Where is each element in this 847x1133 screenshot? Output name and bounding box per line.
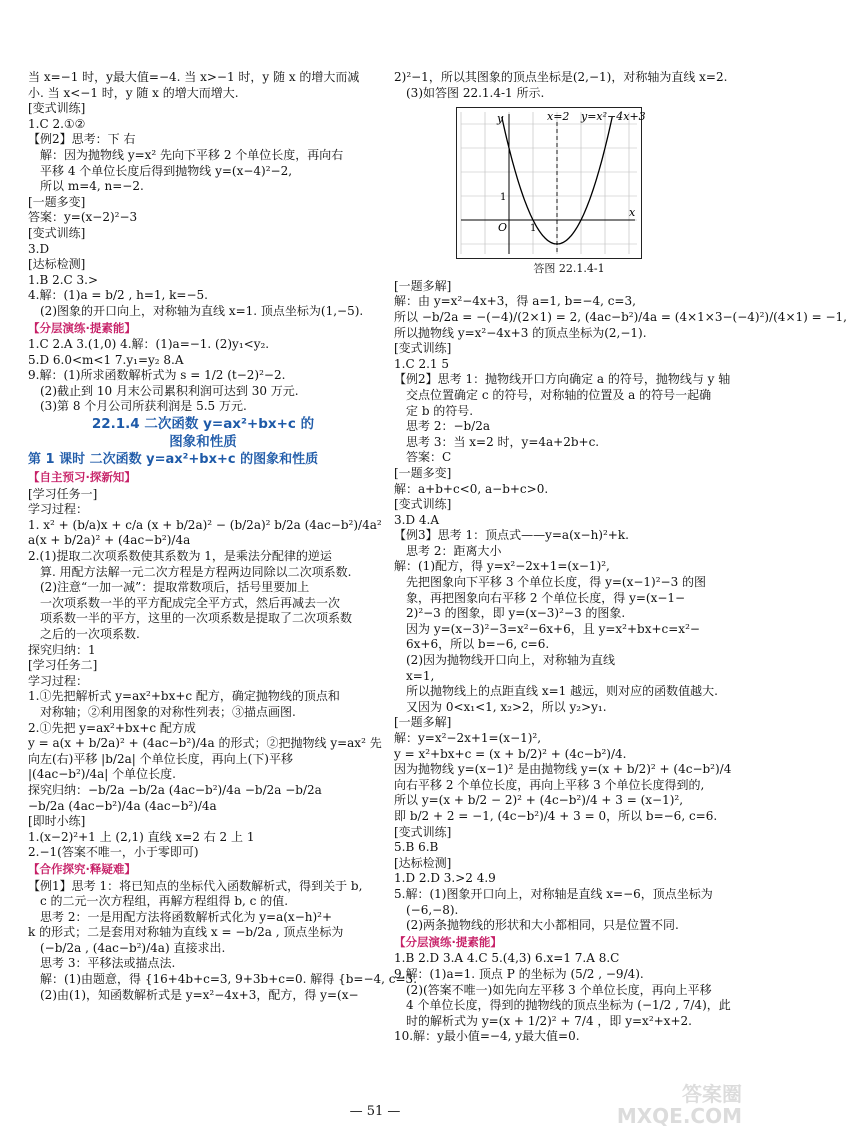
text-line: 所以抛物线上的点距直线 x=1 越远，则对应的函数值越大.: [406, 684, 718, 699]
text-line: x=1,: [406, 668, 435, 683]
text-line: 解：(1)由题意，得 {16+4b+c=3, 9+3b+c=0. 解得 {b=−4, c=3.: [40, 972, 418, 987]
text-line: 5.B 6.B: [394, 840, 439, 855]
watermark-line1: 答案圈: [682, 1082, 742, 1106]
text-line: (3)如答图 22.1.4-1 所示.: [406, 85, 545, 100]
text-line: 【例2】思考 1：抛物线开口方向确定 a 的符号，抛物线与 y 轴: [394, 372, 731, 387]
text-line: (−6,−8).: [406, 902, 459, 917]
text-line: 解：y=x²−2x+1=(x−1)²,: [394, 731, 542, 745]
text-line: 1.D 2.D 3.>2 4.9: [394, 871, 496, 886]
page-number: — 51 —: [349, 1104, 401, 1119]
text-line: 1.(x−2)²+1 上 (2,1) 直线 x=2 右 2 上 1: [28, 829, 255, 844]
text-line: 思考 2：距离大小: [406, 543, 502, 558]
text-line: 1.①先把解析式 y=ax²+bx+c 配方，确定抛物线的顶点和: [28, 689, 340, 704]
text-line: 5.D 6.0<m<1 7.y₁=y₂ 8.A: [28, 352, 184, 367]
text-line: 【例2】思考：下 右: [28, 132, 136, 147]
text-line: 当 x=−1 时，y最大值=−4. 当 x>−1 时，y 随 x 的增大而减: [28, 70, 360, 84]
text-line: a(x + b/2a)² + (4ac−b²)/4a: [28, 533, 191, 548]
text-line: 学习过程：: [28, 673, 89, 688]
text-line: 先把图象向下平移 3 个单位长度，得 y=(x−1)²−3 的图: [406, 575, 707, 590]
text-line: 所以 −b/2a = −(−4)/(2×1) = 2, (4ac−b²)/4a = (4×1×3−(−4)²)/(4×1) = −1,: [394, 309, 847, 324]
text-line: 思考 3：当 x=2 时，y=4a+2b+c.: [406, 434, 600, 449]
text-line: 所以 y=(x + b/2 − 2)² + (4c−b²)/4 + 3 = (x−1)²,: [394, 793, 684, 808]
y-tick-label: 1: [500, 192, 507, 204]
watermark-logo: [617, 1083, 742, 1127]
text-line: 9.解：(1)所求函数解析式为 s = 1/2 (t−2)²−2.: [28, 368, 286, 383]
right-top-text: [394, 70, 744, 101]
parabola-graph: [456, 107, 646, 259]
text-line: 解：因为抛物线 y=x² 先向下平移 2 个单位长度，再向右: [40, 147, 344, 162]
text-line: 1. x² + (b/a)x + c/a (x + b/2a)² − (b/2a)² b/2a (4ac−b²)/4a²: [28, 517, 382, 532]
text-line: 2.−1(答案不唯一，小于零即可): [28, 845, 199, 860]
x-tick-label: 1: [530, 223, 537, 235]
text-line: [即时小练]: [28, 814, 86, 829]
curve-label: y=x²−4x+3: [581, 110, 646, 124]
text-line: 学习过程：: [28, 502, 89, 517]
text-line: 【分层演练·提素能】: [28, 320, 136, 335]
text-line: 第 1 课时 二次函数 y=ax²+bx+c 的图象和性质: [28, 452, 319, 468]
text-line: (2)由(1)，知函数解析式是 y=x²−4x+3，配方，得 y=(x−: [40, 987, 359, 1002]
symmetry-line-label: x=2: [547, 110, 570, 124]
text-line: [达标检测]: [394, 855, 452, 870]
text-line: 10.解：y最小值=−4, y最大值=0.: [394, 1029, 580, 1044]
text-line: 因为抛物线 y=(x−1)² 是由抛物线 y=(x + b/2)² + (4c−b²)/4: [394, 762, 732, 777]
text-line: (2)注意“一加一减”：提取常数项后，括号里要加上: [40, 580, 310, 595]
text-line: k 的形式；二是套用对称轴为直线 x = −b/2a , 顶点坐标为: [28, 925, 344, 940]
text-line: 1.C 2.A 3.(1,0) 4.解：(1)a=−1. (2)y₁<y₂.: [28, 337, 270, 352]
text-line: 2)²−3 的图象，即 y=(x−3)²−3 的图象.: [406, 606, 626, 621]
text-line: 图象和性质: [169, 434, 237, 451]
text-line: [学习任务二]: [28, 658, 98, 673]
text-line: 【例3】思考 1：顶点式——y=a(x−h)²+k.: [394, 528, 629, 543]
text-line: 定 b 的符号.: [406, 403, 474, 418]
x-axis-label: x: [629, 206, 636, 220]
text-line: 思考 3：平移法或描点法.: [40, 956, 176, 971]
y-axis-label: y: [497, 112, 504, 126]
text-line: 4.解：(1)a = b/2 , h=1, k=−5.: [28, 288, 208, 303]
text-line: y = a(x + b/2a)² + (4ac−b²)/4a 的形式；②把抛物线 y=ax² 先: [28, 736, 382, 751]
text-line: 【例1】思考 1：将已知点的坐标代入函数解析式，得到关于 b,: [28, 878, 363, 893]
text-line: 向左(右)平移 |b/2a| 个单位长度，再向上(下)平移: [28, 751, 293, 766]
text-line: 【合作探究·释疑难】: [28, 861, 136, 876]
text-line: 4 个单位长度，得到的抛物线的顶点坐标为 (−1/2 , 7/4)，此: [406, 998, 731, 1013]
text-line: (2)截止到 10 月末公司累积利润可达到 30 万元.: [40, 383, 299, 398]
watermark-line2: MXQE.COM: [616, 1104, 742, 1128]
text-line: [变式训练]: [394, 341, 452, 356]
text-line: 又因为 0<x₁<1, x₂>2，所以 y₂>y₁.: [406, 699, 607, 714]
text-line: (2)(答案不唯一)如先向左平移 3 个单位长度，再向上平移: [406, 982, 712, 997]
text-line: [一题多解]: [394, 278, 452, 293]
text-line: (2)两条抛物线的形状和大小都相同，只是位置不同.: [406, 918, 679, 933]
text-line: 思考 2：一是用配方法将函数解析式化为 y=a(x−h)²+: [40, 909, 333, 924]
text-line: [一题多解]: [394, 715, 452, 730]
text-line: 因为 y=(x−3)²−3=x²−6x+6，且 y=x²+bx+c=x²−: [406, 621, 700, 636]
text-line: [一题多变]: [394, 465, 452, 480]
text-line: [达标检测]: [28, 257, 86, 272]
text-line: 9.解：(1)a=1. 顶点 P 的坐标为 (5/2 , −9/4).: [394, 966, 644, 981]
text-line: [学习任务一]: [28, 486, 98, 501]
text-line: 3.D: [28, 241, 50, 256]
text-line: 思考 2：−b/2a: [406, 419, 491, 434]
text-line: 【分层演练·提素能】: [394, 934, 502, 949]
text-line: 答案：C: [406, 450, 452, 465]
text-line: 探究归纳：−b/2a −b/2a (4ac−b²)/4a −b/2a −b/2a: [28, 782, 322, 797]
text-line: 一次项系数一半的平方配成完全平方式，然后再减去一次: [40, 595, 341, 610]
text-line: 交点位置确定 c 的符号，对称轴的位置及 a 的符号一起确: [406, 387, 712, 402]
text-line: (2)因为抛物线开口向上，对称轴为直线: [406, 653, 615, 668]
text-line: 5.解：(1)图象开口向上，对称轴是直线 x=−6，顶点坐标为: [394, 886, 713, 901]
text-line: 探究归纳：1: [28, 642, 96, 657]
text-line: 即 b/2 + 2 = −1, (4c−b²)/4 + 3 = 0，所以 b=−6, c=6.: [394, 808, 718, 823]
text-line: (2)图象的开口向上，对称轴为直线 x=1. 顶点坐标为(1,−5).: [40, 303, 364, 318]
text-line: 所以抛物线 y=x²−4x+3 的顶点坐标为(2,−1).: [394, 325, 647, 340]
graph-caption: 答图 22.1.4-1: [533, 262, 605, 276]
text-line: [变式训练]: [394, 497, 452, 512]
text-line: 22.1.4 二次函数 y=ax²+bx+c 的: [91, 416, 315, 433]
right-column: [394, 70, 847, 1045]
text-line: [变式训练]: [28, 225, 86, 240]
text-line: (3)第 8 个月公司所获利润是 5.5 万元.: [40, 399, 247, 414]
text-line: 算. 用配方法解一元二次方程是方程两边同除以二次项系数.: [40, 564, 352, 579]
text-line: 解：a+b+c<0, a−b+c>0.: [394, 481, 549, 496]
text-line: y = x²+bx+c = (x + b/2)² + (4c−b²)/4.: [394, 746, 627, 761]
text-line: 1.C 2.①②: [28, 116, 86, 131]
origin-label: O: [498, 221, 508, 235]
text-line: 1.B 2.C 3.>: [28, 272, 99, 287]
text-line: 解：由 y=x²−4x+3，得 a=1, b=−4, c=3,: [394, 294, 636, 309]
text-line: 1.B 2.D 3.A 4.C 5.(4,3) 6.x=1 7.A 8.C: [394, 951, 620, 966]
text-line: 象，再把图象向右平移 2 个单位长度，得 y=(x−1−: [406, 590, 686, 605]
text-line: 之后的一次项系数.: [40, 627, 140, 641]
text-line: c 的二元一次方程组，再解方程组得 b, c 的值.: [40, 894, 289, 909]
text-line: 2.(1)提取二次项系数使其系数为 1，是乘法分配律的逆运: [28, 549, 332, 564]
text-line: [变式训练]: [28, 101, 86, 116]
text-line: 向右平移 2 个单位长度，再向上平移 3 个单位长度得到的,: [394, 777, 705, 792]
text-line: (−b/2a , (4ac−b²)/4a) 直接求出.: [40, 940, 226, 955]
text-line: −b/2a (4ac−b²)/4a (4ac−b²)/4a: [28, 798, 217, 813]
text-line: 所以 m=4, n=−2.: [40, 179, 144, 194]
text-line: 平移 4 个单位长度后得到抛物线 y=(x−4)²−2,: [40, 163, 293, 178]
text-line: 3.D 4.A: [394, 512, 439, 527]
text-line: 对称轴；②利用图象的对称性列表；③描点画图.: [40, 704, 296, 719]
text-line: [变式训练]: [394, 824, 452, 839]
text-line: |(4ac−b²)/4a| 个单位长度.: [28, 767, 176, 782]
text-line: [一题多变]: [28, 194, 86, 209]
text-line: 【自主预习·探新知】: [28, 470, 136, 485]
text-line: 时的解析式为 y=(x + 1/2)² + 7/4 ，即 y=x²+x+2.: [406, 1013, 692, 1028]
right-bottom-text: [394, 278, 847, 1045]
text-line: 2.①先把 y=ax²+bx+c 配方成: [28, 720, 196, 735]
text-line: 2)²−1，所以其图象的顶点坐标是(2,−1)，对称轴为直线 x=2.: [394, 70, 728, 84]
text-line: 答案：y=(x−2)²−3: [28, 210, 138, 225]
text-line: 1.C 2.1 5: [394, 356, 449, 371]
text-line: 项系数一半的平方，这里的一次项系数是提取了二次项系数: [40, 611, 353, 626]
text-line: 6x+6，所以 b=−6, c=6.: [406, 637, 550, 652]
parabola-svg: [457, 108, 646, 258]
text-line: 解：(1)配方，得 y=x²−2x+1=(x−1)²,: [394, 559, 610, 574]
text-line: 小. 当 x<−1 时，y 随 x 的增大而增大.: [28, 85, 239, 100]
